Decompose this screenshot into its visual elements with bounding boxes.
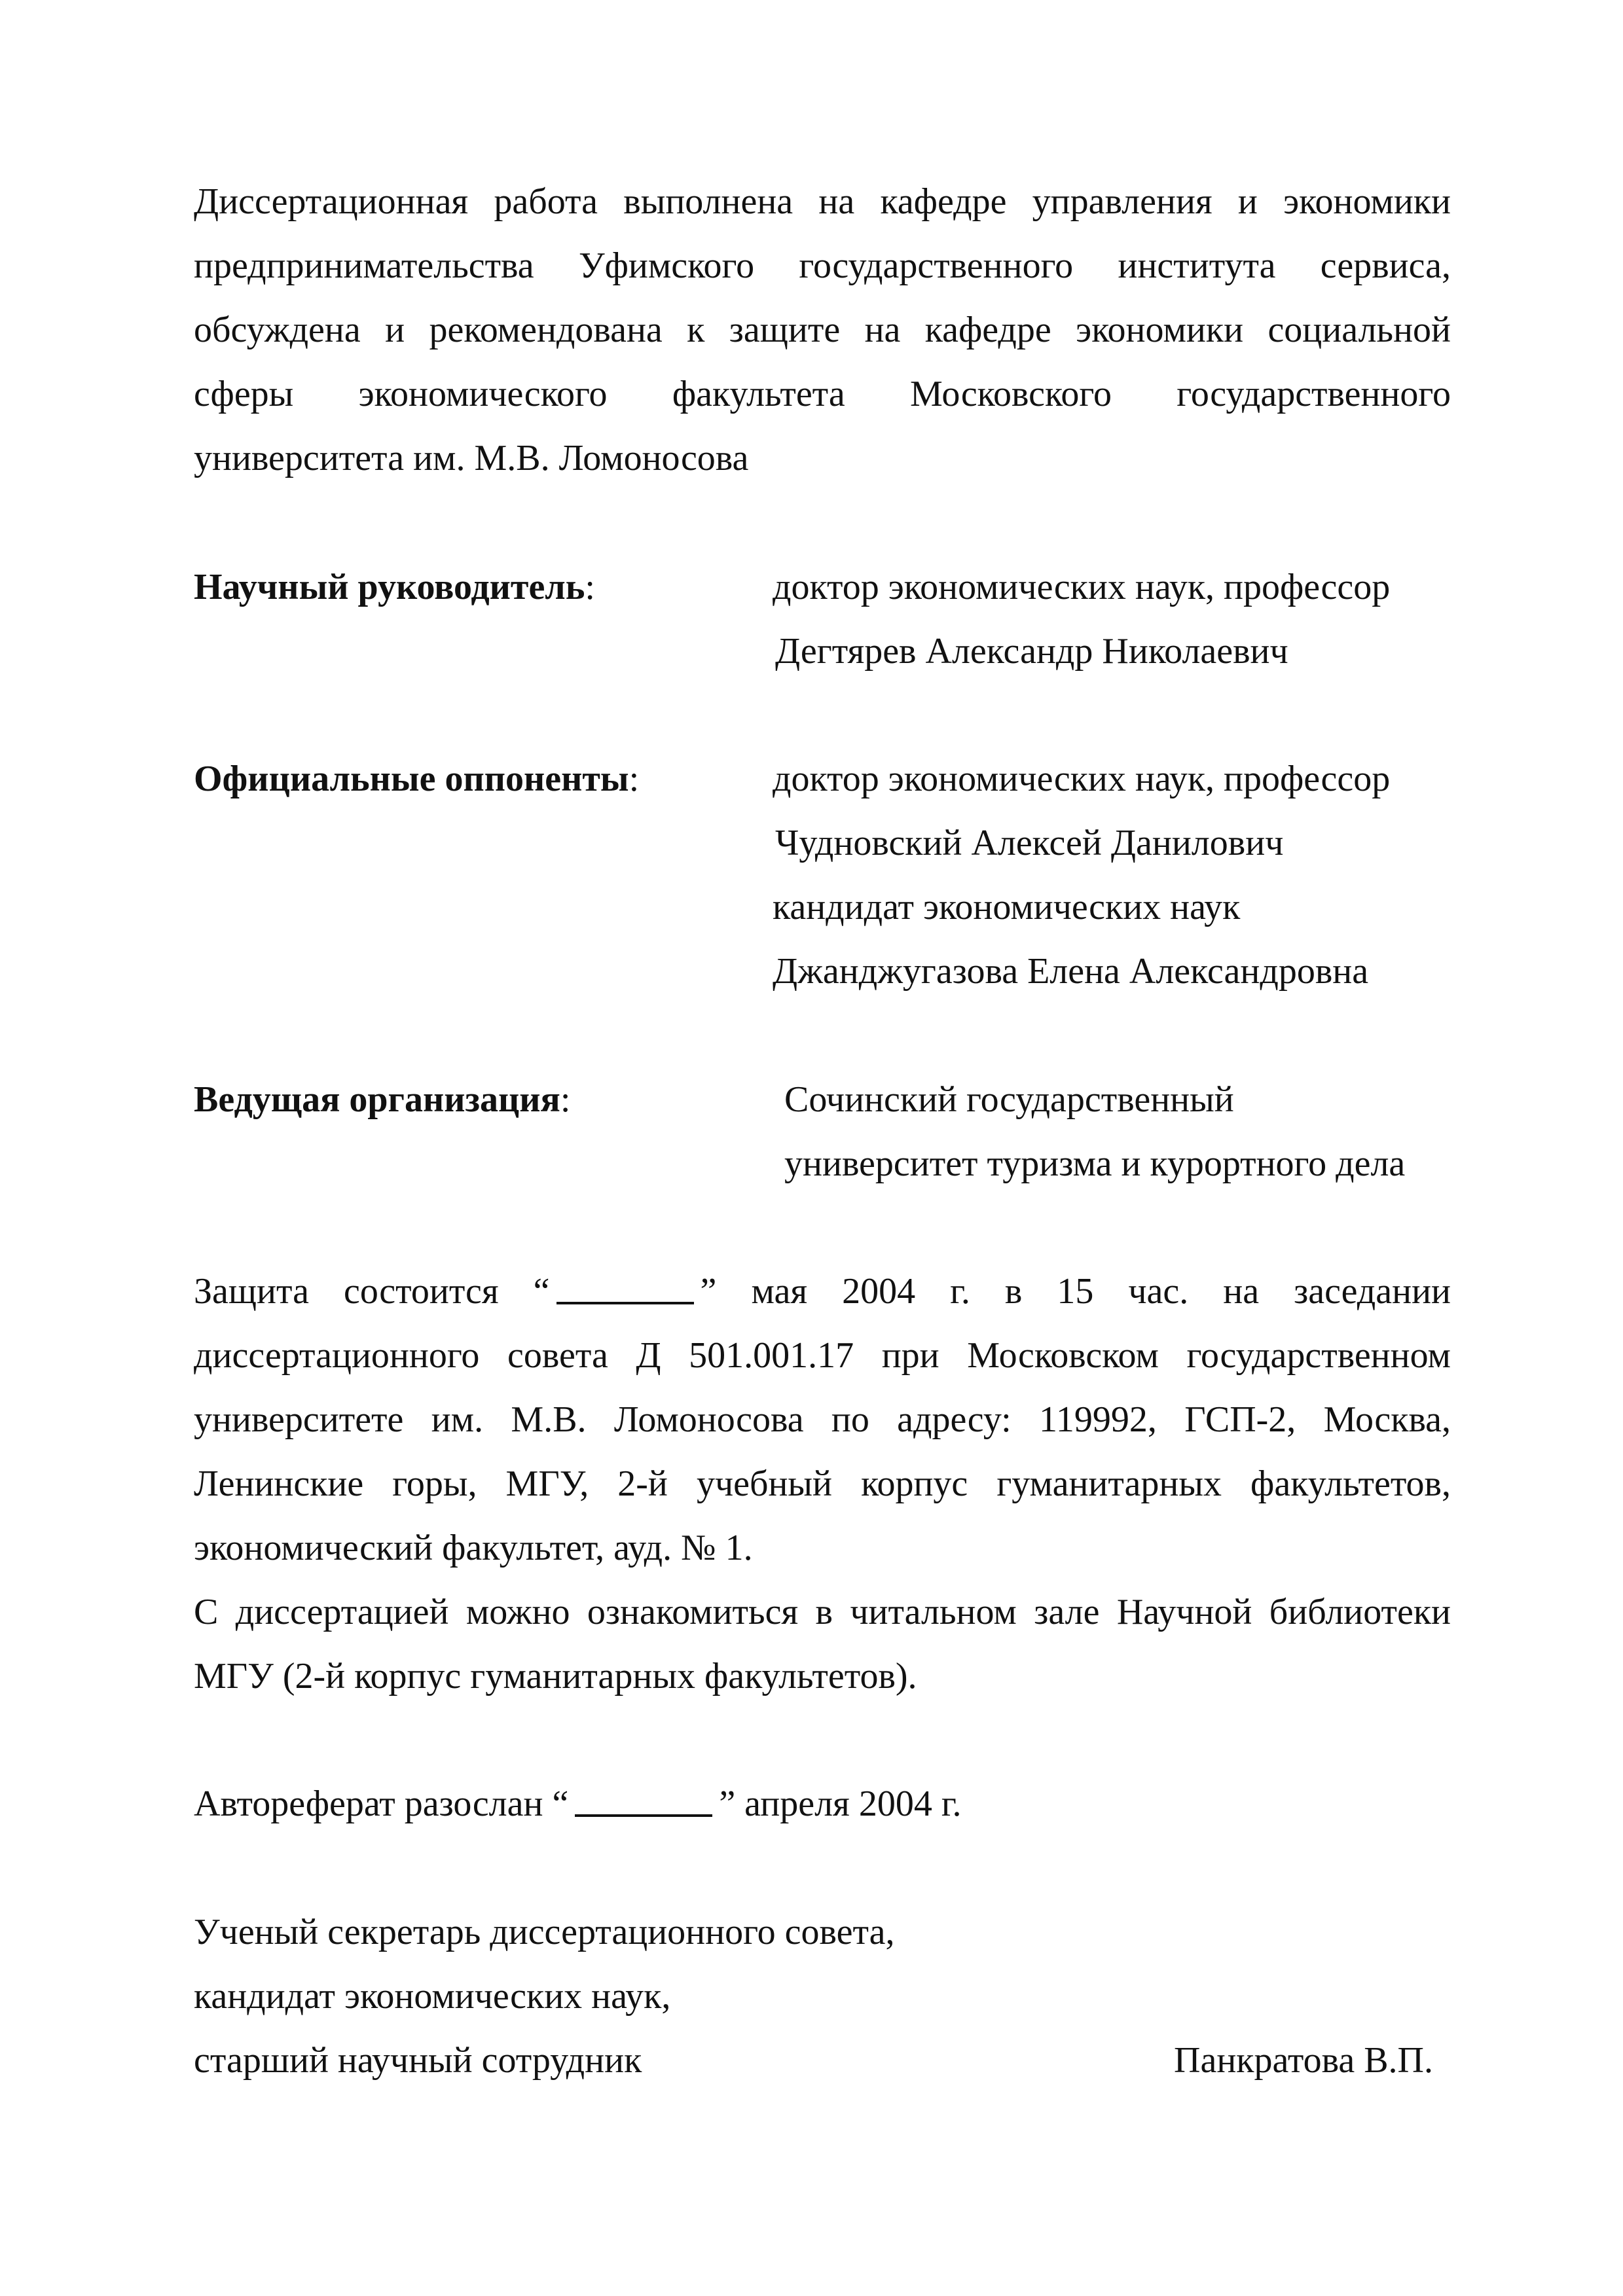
- leading-org-label: Ведущая организация: [194, 1079, 560, 1120]
- autoreferat-prefix: Автореферат разослан: [194, 1784, 543, 1824]
- intro-line-3: обсуждена и рекомендована к защите на кафедре экономики социальной: [194, 310, 1451, 350]
- opponent-1-name: Чудновский Алексей Данилович: [775, 823, 1284, 863]
- autoreferat-date-blank: [575, 1814, 712, 1817]
- defense-date-field: [534, 1271, 717, 1312]
- library-line-2: МГУ (2-й корпус гуманитарных факультетов).: [194, 1656, 917, 1696]
- opponent-2-name: Джанджугазова Елена Александровна: [773, 951, 1369, 992]
- leading-org-label-row: [194, 1081, 570, 1118]
- leading-org-line-1: Сочинский государственный: [784, 1079, 1234, 1120]
- opponent-2-title: кандидат экономических наук: [773, 887, 1241, 927]
- advisor-title: доктор экономических наук, профессор: [773, 567, 1391, 607]
- advisor-colon: :: [585, 567, 595, 607]
- autoreferat-line: [194, 1785, 961, 1822]
- leading-org-colon: :: [560, 1079, 571, 1120]
- secretary-name: Панкратова В.П.: [1174, 2040, 1433, 2081]
- defense-open-quote: “: [533, 1271, 550, 1312]
- intro-line-5: университета им. М.В. Ломоносова: [194, 438, 749, 478]
- defense-date-blank: [556, 1302, 694, 1304]
- defense-close-quote: ”: [700, 1271, 717, 1312]
- secretary-line-2: кандидат экономических наук,: [194, 1976, 671, 2017]
- opponent-1-title: доктор экономических наук, профессор: [773, 759, 1391, 799]
- intro-line-1: Диссертационная работа выполнена на кафедре управления и экономики: [194, 181, 1451, 222]
- defense-line-2: диссертационного совета Д 501.001.17 при Московском государственном: [194, 1335, 1451, 1376]
- opponents-label-row: [194, 761, 639, 797]
- library-line-1: С диссертацией можно ознакомиться в читальном зале Научной библиотеки: [194, 1592, 1451, 1632]
- autoreferat-date-field: [552, 1784, 735, 1824]
- defense-line-1: [194, 1273, 1451, 1310]
- autoreferat-open-quote: “: [552, 1784, 569, 1824]
- defense-line-5: экономический факультет, ауд. № 1.: [194, 1528, 753, 1568]
- autoreferat-close-quote: ”: [719, 1784, 736, 1824]
- defense-line-3: университете им. М.В. Ломоносова по адресу: 119992, ГСП-2, Москва,: [194, 1399, 1451, 1440]
- intro-line-2: предпринимательства Уфимского государственного института сервиса,: [194, 245, 1451, 286]
- opponents-colon: :: [629, 759, 640, 799]
- intro-line-4: сферы экономического факультета Московского государственного: [194, 374, 1451, 414]
- defense-line-4: Ленинские горы, МГУ, 2-й учебный корпус гуманитарных факультетов,: [194, 1463, 1451, 1504]
- advisor-label-row: [194, 569, 595, 605]
- defense-prefix: Защита состоится: [194, 1271, 499, 1312]
- autoreferat-suffix: апреля 2004 г.: [744, 1784, 962, 1824]
- defense-suffix: мая 2004 г. в 15 час. на заседании: [751, 1271, 1451, 1312]
- advisor-label: Научный руководитель: [194, 567, 585, 607]
- secretary-line-1: Ученый секретарь диссертационного совета,: [194, 1912, 895, 1952]
- secretary-line-3: старший научный сотрудник: [194, 2040, 642, 2081]
- leading-org-line-2: университет туризма и курортного дела: [784, 1143, 1406, 1184]
- opponents-label: Официальные оппоненты: [194, 759, 629, 799]
- advisor-name: Дегтярев Александр Николаевич: [775, 631, 1288, 672]
